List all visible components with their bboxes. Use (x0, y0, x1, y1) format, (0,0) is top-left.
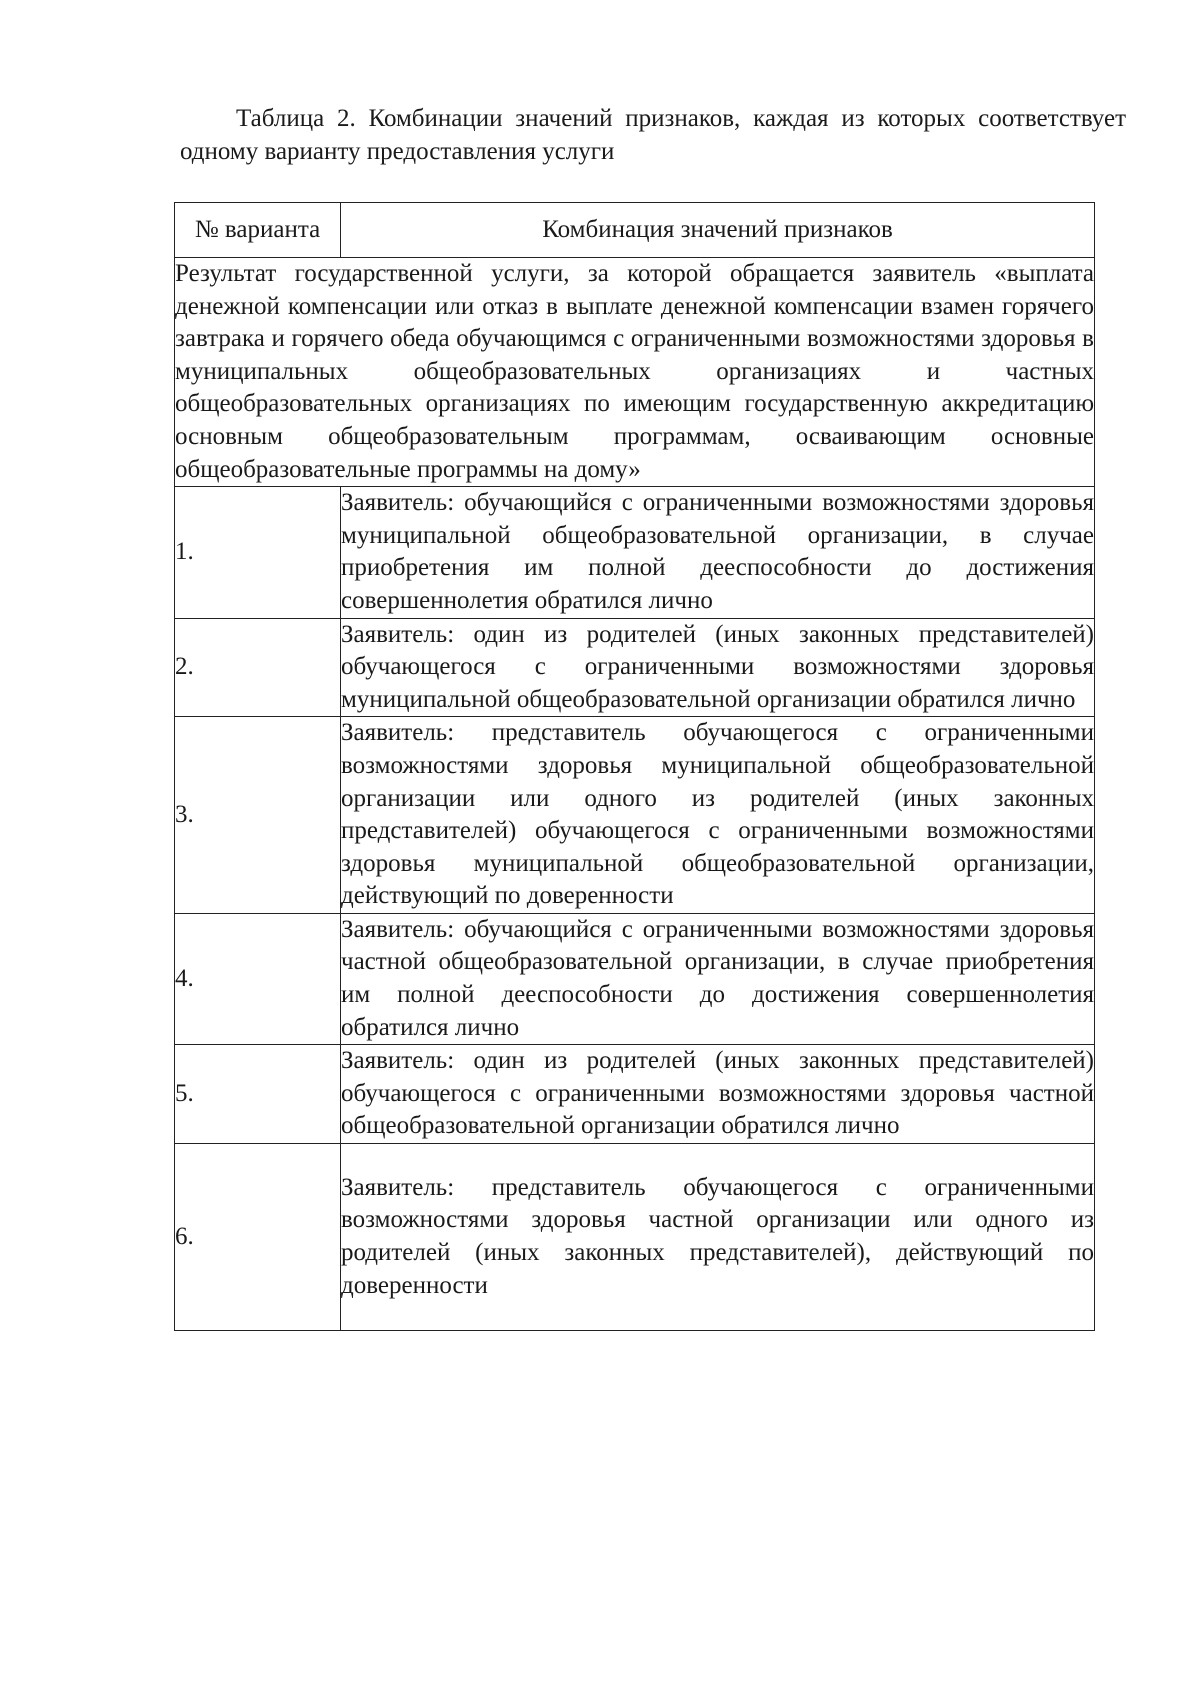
header-combination: Комбинация значений признаков (341, 203, 1095, 258)
variant-number: 2. (175, 618, 341, 717)
variant-description: Заявитель: один из родителей (иных законных представителей) обучающегося с ограниченными возможностями здоровья частной общеобразовательной организации обратился лично (341, 1045, 1095, 1144)
header-variant-number: № варианта (175, 203, 341, 258)
variant-number: 6. (175, 1144, 341, 1331)
variant-description: Заявитель: представитель обучающегося с ограниченными возможностями здоровья муниципальной общеобразовательной организации или одного из родителей (иных законных представителей) обучающегося с ограниченными возможностями здоровья муниципальной общеобразовательной организации, действующий по доверенности (341, 717, 1095, 914)
result-row (175, 258, 1095, 487)
result-description: Результат государственной услуги, за которой обращается заявитель «выплата денежной компенсации или отказ в выплате денежной компенсации взамен горячего завтрака и горячего обеда обучающимся с ограниченными возможностями здоровья в муниципальных общеобразовательных организациях и частных общеобразовательных организациях по имеющим государственную аккредитацию основным общеобразовательным программам, осваивающим основные общеобразовательные программы на дому» (175, 258, 1095, 487)
variant-description: Заявитель: обучающийся с ограниченными возможностями здоровья частной общеобразовательной организации, в случае приобретения им полной дееспособности до достижения совершеннолетия обратился лично (341, 913, 1095, 1044)
table-caption: Таблица 2. Комбинации значений признаков, каждая из которых соответствует одному варианту предоставления услуги (180, 105, 1126, 165)
variant-number: 3. (175, 717, 341, 914)
table-row (175, 913, 1095, 1044)
table-row (175, 618, 1095, 717)
table-row (175, 717, 1095, 914)
variant-number: 4. (175, 913, 341, 1044)
table-row (175, 1144, 1095, 1331)
table-row (175, 1045, 1095, 1144)
variant-number: 5. (175, 1045, 341, 1144)
variant-description: Заявитель: один из родителей (иных законных представителей) обучающегося с ограниченными возможностями здоровья муниципальной общеобразовательной организации обратился лично (341, 618, 1095, 717)
table-row (175, 487, 1095, 618)
table-header-row (175, 203, 1095, 258)
variants-table (174, 202, 1095, 1331)
variant-description: Заявитель: обучающийся с ограниченными возможностями здоровья муниципальной общеобразовательной организации, в случае приобретения им полной дееспособности до достижения совершеннолетия обратился лично (341, 487, 1095, 618)
variant-number: 1. (175, 487, 341, 618)
variant-description: Заявитель: представитель обучающегося с ограниченными возможностями здоровья частной организации или одного из родителей (иных законных представителей), действующий по доверенности (341, 1144, 1095, 1331)
